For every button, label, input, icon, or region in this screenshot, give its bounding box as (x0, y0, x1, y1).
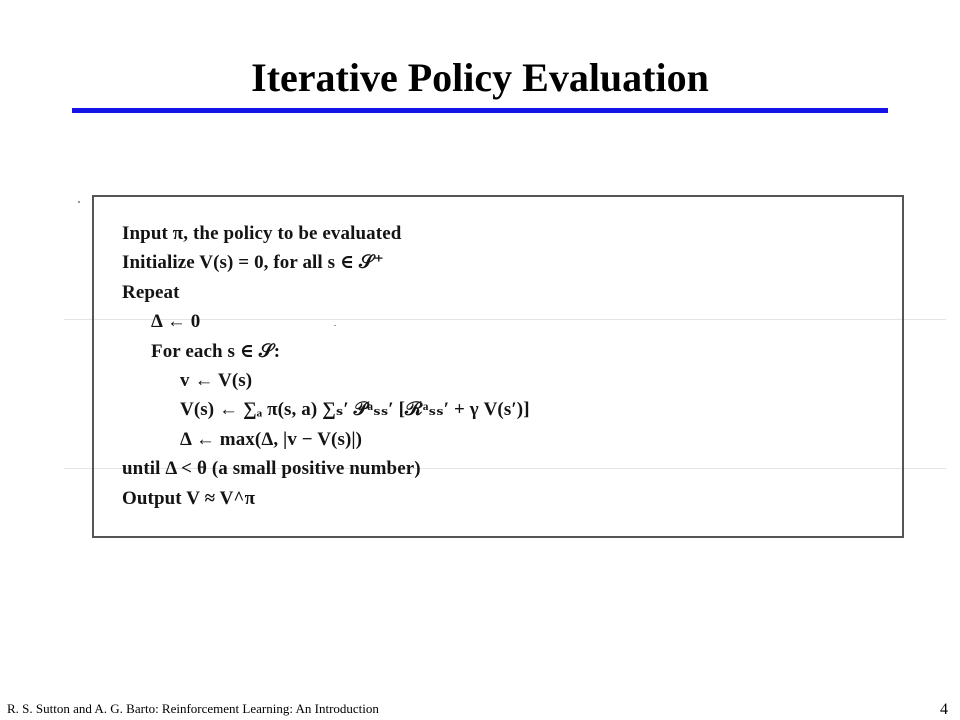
algorithm-line-repeat: Repeat (122, 281, 180, 303)
algorithm-lines (122, 219, 882, 513)
algorithm-line-until: until Δ < θ (a small positive number) (122, 458, 421, 480)
algorithm-line-delta-max: Δ ← max(Δ, |v − V(s)|) (180, 428, 363, 450)
algorithm-line-input: Input π, the policy to be evaluated (122, 223, 402, 244)
algorithm-line-delta-reset: Δ ← 0 (151, 311, 201, 333)
algorithm-line-for-each: For each s ∈ 𝒮: (151, 340, 281, 362)
page-number: 4 (940, 701, 948, 718)
slide-title: Iterative Policy Evaluation (251, 55, 709, 100)
algorithm-line-bellman-update: V(s) ← ∑ₐ π(s, a) ∑ₛ′ 𝒫ᵃₛₛ′ [ℛᵃₛₛ′ + γ V(s′)] (180, 399, 530, 421)
title-underline (72, 108, 888, 113)
algorithm-line-store-value: v ← V(s) (180, 369, 253, 391)
footer-citation: R. S. Sutton and A. G. Barto: Reinforcement Learning: An Introduction (7, 701, 379, 716)
algorithm-box (92, 195, 904, 538)
scan-speck (78, 201, 80, 203)
algorithm-line-initialize: Initialize V(s) = 0, for all s ∈ 𝒮⁺ (122, 252, 384, 274)
algorithm-line-output: Output V ≈ V^π (122, 487, 256, 509)
